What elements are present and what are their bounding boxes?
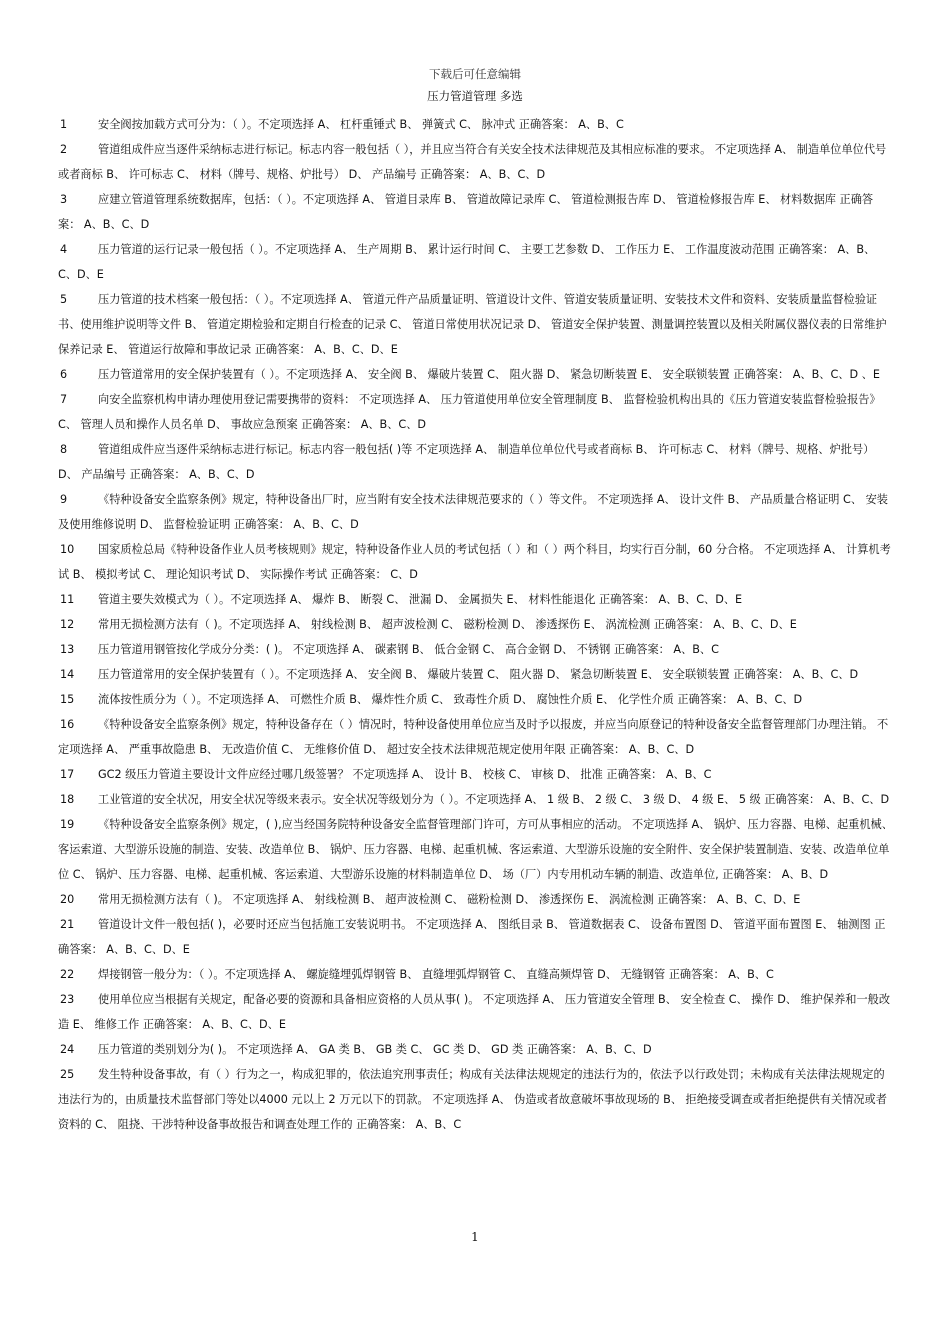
question-number: 15	[60, 693, 75, 706]
question-text: 压力管道的技术档案一般包括：（ ）。不定项选择 A、 管道元件产品质量证明、管道设计文件、管道安装质量证明、安装技术文件和资料、安装质量监督检验证书、使用维护说明等文件 B、 管道定期检验和定期自行检查的记录 C、 管道日常使用状况记录 D、 管道安全保护装置、测量调控装置以及相关附属仪器仪表的日常维护保养记录 E、 管道运行故障和事故记录 正确答案： A、B、C、D、E	[58, 293, 887, 356]
question-number: 24	[60, 1043, 75, 1056]
question-number: 9	[60, 493, 68, 506]
question-number: 1	[60, 118, 68, 131]
question-text: 管道设计文件一般包括( )，必要时还应当包括施工安装说明书。 不定项选择 A、 图纸目录 B、 管道数据表 C、 设备布置图 D、 管道平面布置图 E、 轴测图 正确答案： A、B、C、D、E	[58, 918, 886, 956]
question-item	[58, 887, 894, 912]
question-text: 管道主要失效模式为（ ）。不定项选择 A、 爆炸 B、 断裂 C、 泄漏 D、 金属损失 E、 材料性能退化 正确答案： A、B、C、D、E	[98, 593, 743, 606]
question-text: 《特种设备安全监察条例》规定，( ),应当经国务院特种设备安全监督管理部门许可，方可从事相应的活动。 不定项选择 A、 锅炉、压力容器、电梯、起重机械、客运索道、大型游乐设施的制造、安装、改造单位 B、 锅炉、压力容器、电梯、起重机械、客运索道、大型游乐设施的安全附件、安全保护装置制造、安装、改造单位单位 C、 锅炉、压力容器、电梯、起重机械、客运索道、大型游乐设施的材料制造单位 D、 场（厂）内专用机动车辆的制造、改造单位, 正确答案： A、B、D	[58, 818, 893, 881]
question-text: 流体按性质分为（ ）。不定项选择 A、 可燃性介质 B、 爆炸性介质 C、 致毒性介质 D、 腐蚀性介质 E、 化学性介质 正确答案： A、B、C、D	[98, 693, 803, 706]
question-text: 安全阀按加载方式可分为：（ ）。不定项选择 A、 杠杆重锤式 B、 弹簧式 C、 脉冲式 正确答案： A、B、C	[98, 118, 624, 131]
page-number: 1	[471, 1230, 479, 1244]
question-item	[58, 987, 894, 1037]
question-text: 发生特种设备事故，有（ ）行为之一，构成犯罪的，依法追究刑事责任；构成有关法律法规规定的违法行为的，依法予以行政处罚；未构成有关法律法规规定的违法行为的，由质量技术监督部门等处以4000 元以上 2 万元以下的罚款。 不定项选择 A、 伪造或者故意破坏事故现场的 B、 拒绝接受调查或者拒绝提供有关情况或者资料的 C、 阻挠、干涉特种设备事故报告和调查处理工作的 正确答案： A、B、C	[58, 1068, 887, 1131]
question-number: 11	[60, 593, 75, 606]
question-number: 20	[60, 893, 75, 906]
question-item	[58, 387, 894, 437]
question-number: 3	[60, 193, 68, 206]
question-item	[58, 712, 894, 762]
question-number: 17	[60, 768, 75, 781]
question-number: 16	[60, 718, 75, 731]
question-text: 管道组成件应当逐件采纳标志进行标记。标志内容一般包括( )等 不定项选择 A、 制造单位单位代号或者商标 B、 许可标志 C、 材料（牌号、规格、炉批号） D、 产品编号 正确答案： A、B、C、D	[58, 443, 875, 481]
question-item	[58, 362, 894, 387]
question-text: 压力管道常用的安全保护装置有（ ）。不定项选择 A、 安全阀 B、 爆破片装置 C、 阻火器 D、 紧急切断装置 E、 安全联锁装置 正确答案： A、B、C、D	[98, 668, 859, 681]
question-text: 《特种设备安全监察条例》规定，特种设备出厂时，应当附有安全技术法律规范要求的（ ）等文件。 不定项选择 A、 设计文件 B、 产品质量合格证明 C、 安装及使用维修说明 D、 监督检验证明 正确答案： A、B、C、D	[58, 493, 888, 531]
question-number: 4	[60, 243, 68, 256]
question-number: 25	[60, 1068, 75, 1081]
question-text: GC2 级压力管道主要设计文件应经过哪几级签署？ 不定项选择 A、 设计 B、 校核 C、 审核 D、 批准 正确答案： A、B、C	[98, 768, 712, 781]
question-number: 18	[60, 793, 75, 806]
question-item	[58, 787, 894, 812]
header-note: 下载后可任意编辑	[429, 67, 521, 81]
question-text: 压力管道的运行记录一般包括（ ）。不定项选择 A、 生产周期 B、 累计运行时间 C、 主要工艺参数 D、 工作压力 E、 工作温度波动范围 正确答案： A、B、C、D、E	[58, 243, 876, 281]
question-item	[58, 687, 894, 712]
question-number: 14	[60, 668, 75, 681]
question-list	[58, 112, 894, 1137]
question-text: 常用无损检测方法有（ )。 不定项选择 A、 射线检测 B、 超声波检测 C、 磁粉检测 D、 渗透探伤 E、 涡流检测 正确答案： A、B、C、D、E	[98, 893, 801, 906]
question-text: 《特种设备安全监察条例》规定，特种设备存在（ ）情况时，特种设备使用单位应当及时予以报废，并应当向原登记的特种设备安全监督管理部门办理注销。 不定项选择 A、 严重事故隐患 B、 无改造价值 C、 无维修价值 D、 超过安全技术法律规范规定使用年限 正确答案： A、B、C、D	[58, 718, 889, 756]
question-item	[58, 112, 894, 137]
question-text: 工业管道的安全状况，用安全状况等级来表示。安全状况等级划分为（ ）。不定项选择 A、 1 级 B、 2 级 C、 3 级 D、 4 级 E、 5 级 正确答案： A、B、C、D	[98, 793, 890, 806]
question-item	[58, 537, 894, 587]
question-item	[58, 587, 894, 612]
question-item	[58, 137, 894, 187]
question-item	[58, 187, 894, 237]
question-item	[58, 487, 894, 537]
question-text: 应建立管道管理系统数据库，包括：（ ）。不定项选择 A、 管道目录库 B、 管道故障记录库 C、 管道检测报告库 D、 管道检修报告库 E、 材料数据库 正确答案： A、B、C、D	[58, 193, 874, 231]
question-number: 13	[60, 643, 75, 656]
question-number: 23	[60, 993, 75, 1006]
question-number: 8	[60, 443, 68, 456]
question-number: 19	[60, 818, 75, 831]
question-number: 2	[60, 143, 68, 156]
question-item	[58, 437, 894, 487]
question-item	[58, 962, 894, 987]
question-item	[58, 237, 894, 287]
question-text: 向安全监察机构申请办理使用登记需要携带的资料： 不定项选择 A、 压力管道使用单位安全管理制度 B、 监督检验机构出具的《压力管道安装监督检验报告》 C、 管理人员和操作人员名单 D、 事故应急预案 正确答案： A、B、C、D	[58, 393, 881, 431]
question-text: 管道组成件应当逐件采纳标志进行标记。标志内容一般包括（ ），并且应当符合有关安全技术法律规范及其相应标准的要求。 不定项选择 A、 制造单位单位代号或者商标 B、 许可标志 C、 材料（牌号、规格、炉批号） D、 产品编号 正确答案： A、B、C、D	[58, 143, 887, 181]
question-number: 7	[60, 393, 68, 406]
question-number: 6	[60, 368, 68, 381]
question-number: 21	[60, 918, 75, 931]
question-item	[58, 287, 894, 362]
question-number: 12	[60, 618, 75, 631]
question-item	[58, 1037, 894, 1062]
question-item	[58, 812, 894, 887]
page-title: 压力管道管理 多选	[427, 89, 523, 103]
question-item	[58, 912, 894, 962]
question-text: 常用无损检测方法有（ )。不定项选择 A、 射线检测 B、 超声波检测 C、 磁粉检测 D、 渗透探伤 E、 涡流检测 正确答案： A、B、C、D、E	[98, 618, 797, 631]
question-item	[58, 1062, 894, 1137]
question-text: 压力管道用钢管按化学成分分类：( )。 不定项选择 A、 碳素钢 B、 低合金钢 C、 高合金钢 D、 不锈钢 正确答案： A、B、C	[98, 643, 719, 656]
question-text: 压力管道的类别划分为( )。 不定项选择 A、 GA 类 B、 GB 类 C、 GC 类 D、 GD 类 正确答案： A、B、C、D	[98, 1043, 652, 1056]
question-item	[58, 612, 894, 637]
question-number: 22	[60, 968, 75, 981]
question-text: 焊接钢管一般分为：（ ）。不定项选择 A、 螺旋缝埋弧焊钢管 B、 直缝埋弧焊钢管 C、 直缝高频焊管 D、 无缝钢管 正确答案： A、B、C	[98, 968, 774, 981]
question-item	[58, 662, 894, 687]
question-item	[58, 762, 894, 787]
question-text: 国家质检总局《特种设备作业人员考核规则》规定，特种设备作业人员的考试包括（ ）和（ ）两个科目，均实行百分制，60 分合格。 不定项选择 A、 计算机考试 B、 模拟考试 C、 理论知识考试 D、 实际操作考试 正确答案： C、D	[58, 543, 891, 581]
question-number: 10	[60, 543, 75, 556]
question-item	[58, 637, 894, 662]
question-text: 压力管道常用的安全保护装置有（ ）。不定项选择 A、 安全阀 B、 爆破片装置 C、 阻火器 D、 紧急切断装置 E、 安全联锁装置 正确答案： A、B、C、D 、E	[98, 368, 880, 381]
question-number: 5	[60, 293, 68, 306]
question-text: 使用单位应当根据有关规定，配备必要的资源和具备相应资格的人员从事( )。 不定项选择 A、 压力管道安全管理 B、 安全检查 C、 操作 D、 维护保养和一般改造 E、 维修工作 正确答案： A、B、C、D、E	[58, 993, 891, 1031]
